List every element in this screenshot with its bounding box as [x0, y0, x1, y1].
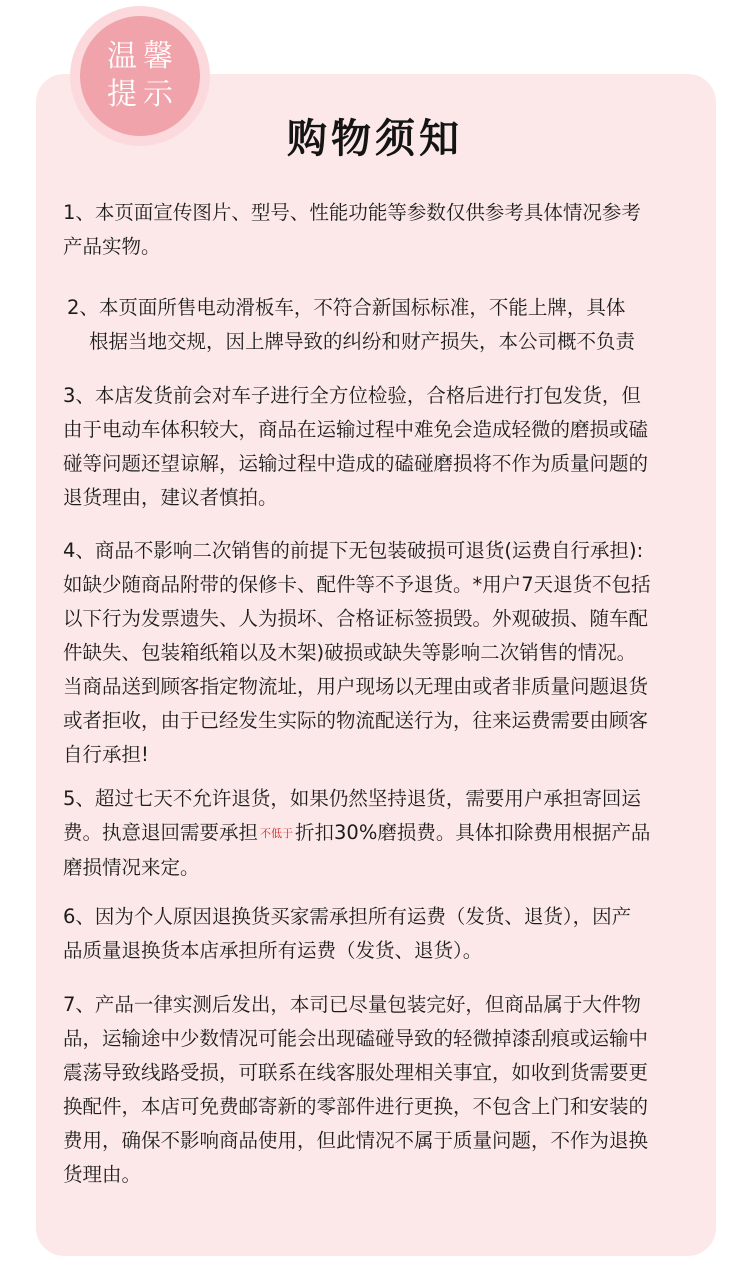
- notice-text: 费。执意退回需要承担: [63, 821, 259, 844]
- notice-line: [63, 816, 650, 851]
- notice-line: 1、本页面宣传图片、型号、性能功能等参数仅供参考具体情况参考: [63, 201, 641, 224]
- notice-line: 或者拒收，由于已经发生实际的物流配送行为，往来运费需要由顾客: [63, 709, 649, 732]
- notice-line: 自行承担!: [63, 743, 149, 766]
- notice-item-7: [63, 988, 648, 1192]
- notice-line: 5、超过七天不允许退货，如果仍然坚持退货，需要用户承担寄回运: [63, 787, 641, 810]
- notice-line: 品，运输途中少数情况可能会出现磕碰导致的轻微掉漆刮痕或运输中: [63, 1027, 649, 1050]
- notice-line: 件缺失、包装箱纸箱以及木架)破损或缺失等影响二次销售的情况。: [63, 641, 637, 664]
- notice-item-2: [67, 291, 635, 359]
- badge-text-line-2: 提示: [107, 77, 179, 112]
- notice-line: 7、产品一律实测后发出，本司已尽量包装完好，但商品属于大件物: [63, 993, 641, 1016]
- notice-line: 根据当地交规，因上牌导致的纠纷和财产损失，本公司概不负责: [89, 330, 636, 353]
- notice-line: 退货理由，建议者慎拍。: [63, 486, 278, 509]
- notice-line: 震荡导致线路受损，可联系在线客服处理相关事宜，如收到货需要更: [63, 1061, 649, 1084]
- notice-line: 费用，确保不影响商品使用，但此情况不属于质量问题，不作为退换: [63, 1129, 649, 1152]
- notice-line: 换配件，本店可免费邮寄新的零部件进行更换，不包含上门和安装的: [63, 1095, 649, 1118]
- notice-item-4: [63, 534, 651, 772]
- notice-line: 如缺少随商品附带的保修卡、配件等不予退货。*用户7天退货不包括: [63, 573, 651, 596]
- notice-line: 当商品送到顾客指定物流址，用户现场以无理由或者非质量问题退货: [63, 675, 649, 698]
- notice-line: 6、因为个人原因退换货买家需承担所有运费（发货、退货），因产: [63, 905, 632, 928]
- badge-text-line-1: 温馨: [107, 39, 179, 74]
- notice-line: 碰等问题还望谅解，运输过程中造成的磕碰磨损将不作为质量问题的: [63, 452, 649, 475]
- notice-line: 3、本店发货前会对车子进行全方位检验，合格后进行打包发货，但: [63, 384, 641, 407]
- notice-line: 由于电动车体积较大，商品在运输过程中难免会造成轻微的磨损或磕: [63, 418, 649, 441]
- notice-text: 折扣30%磨损费。具体扣除费用根据产品: [295, 821, 651, 844]
- page-title: 购物须知: [287, 116, 463, 162]
- notice-line: 2、本页面所售电动滑板车，不符合新国标标准，不能上牌，具体: [67, 296, 626, 319]
- notice-line: 以下行为发票遗失、人为损坏、合格证标签损毁。外观破损、随车配: [63, 607, 649, 630]
- notice-line: 4、商品不影响二次销售的前提下无包装破损可退货(运费自行承担):: [63, 539, 644, 562]
- notice-item-5: [63, 782, 650, 885]
- min-discount-note: 不低于: [260, 827, 294, 840]
- notice-line: 品质量退换货本店承担所有运费（发货、退货）。: [63, 939, 483, 962]
- notice-line: 产品实物。: [63, 235, 161, 258]
- notice-item-6: [63, 900, 631, 968]
- notice-line: 货理由。: [63, 1163, 142, 1186]
- notice-item-3: [63, 379, 648, 515]
- notice-line: 磨损情况来定。: [63, 856, 200, 879]
- notice-item-1: [63, 196, 641, 264]
